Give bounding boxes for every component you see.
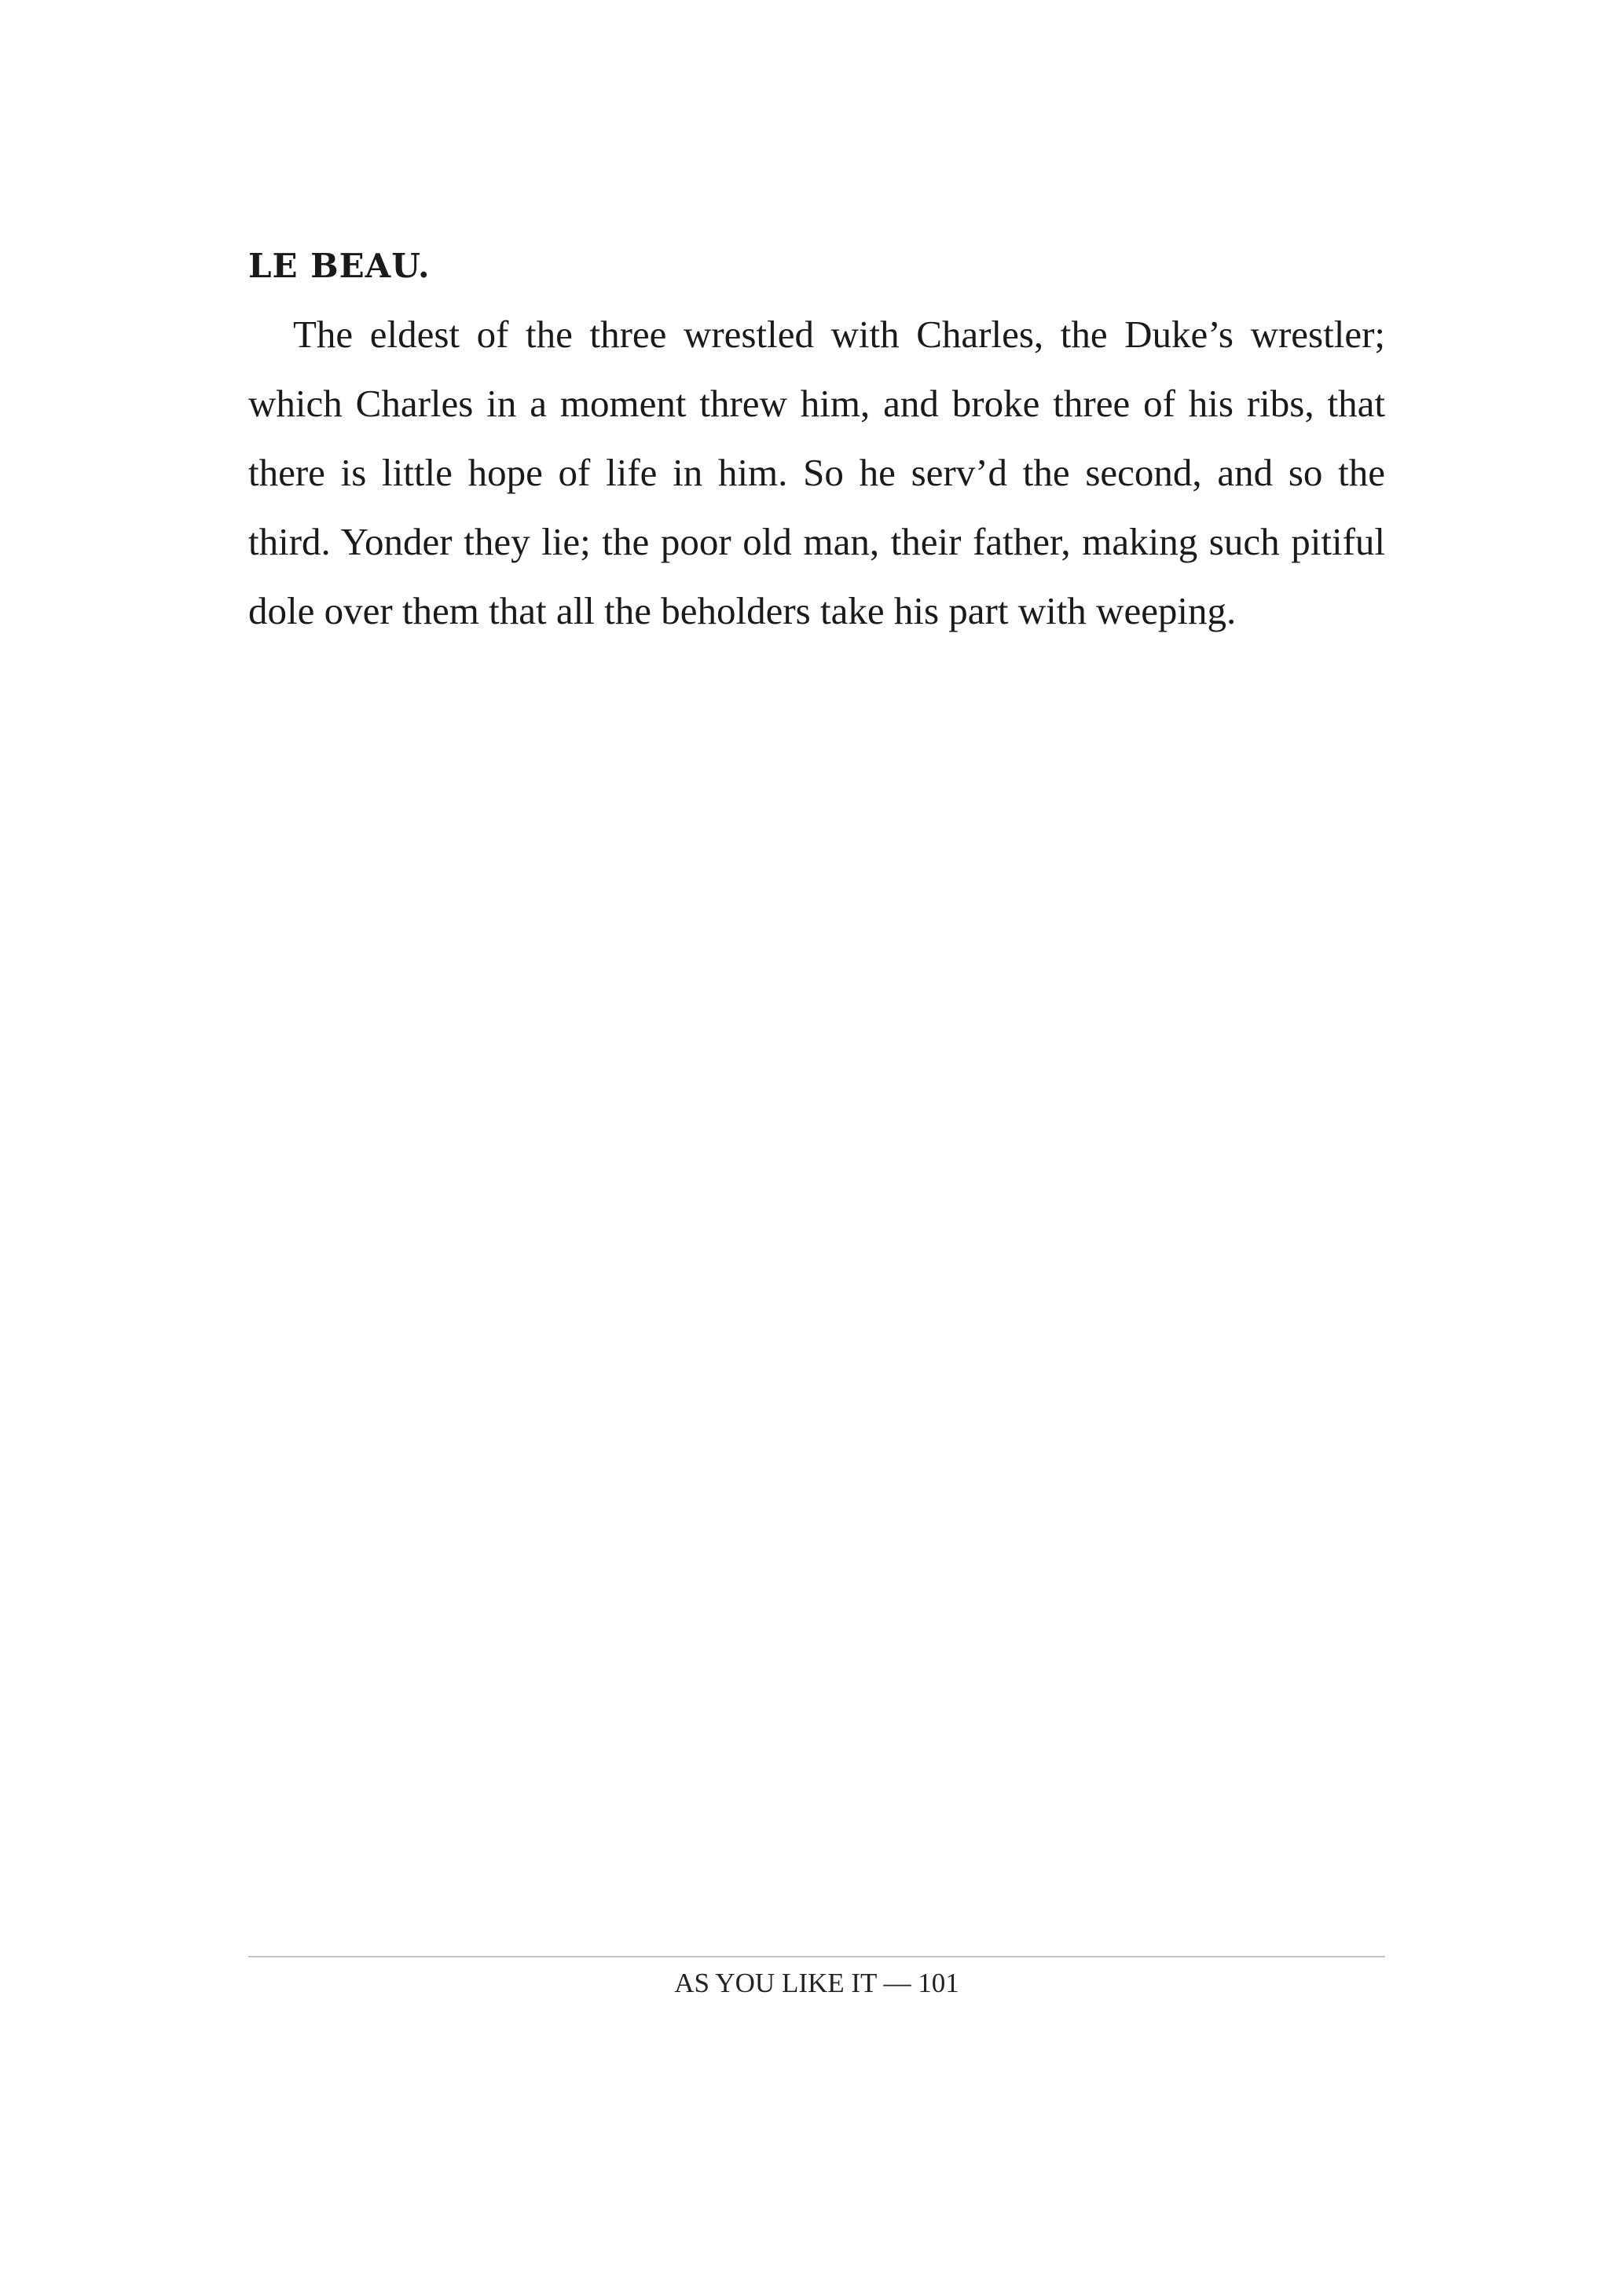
speaker-name: LE BEAU. bbox=[248, 247, 431, 285]
page-footer: AS YOU LIKE IT — 101 bbox=[674, 1968, 959, 1998]
speech-text: The eldest of the three wrestled with Charles, the Duke’s wrestler; which Charles in a moment threw him, and broke three of his ribs, that there is little hope of life in him. So he serv’d the second, and so the third. Yonder they lie; the poor old man, their father, making such pitiful dole over them that all the beholders take his part with weeping. bbox=[248, 313, 1385, 632]
footer-divider bbox=[248, 1956, 1385, 1957]
speech-block bbox=[248, 242, 1385, 646]
